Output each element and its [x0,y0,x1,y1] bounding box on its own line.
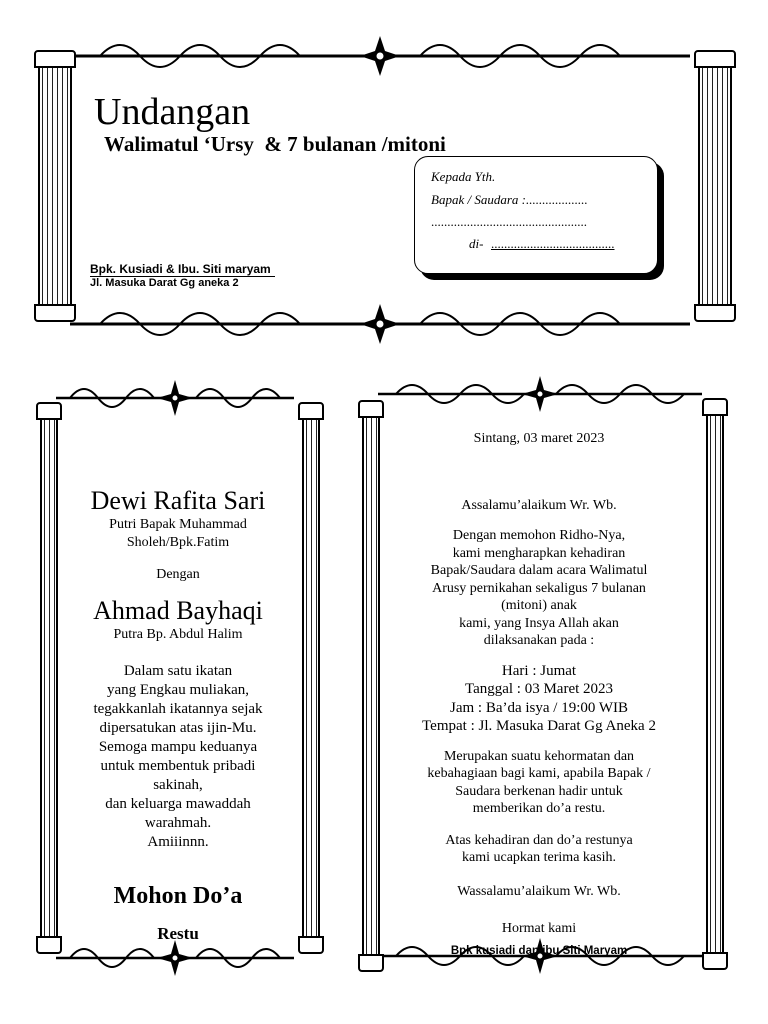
intro-line: Arusy pernikahan sekaligus 7 bulanan [432,580,646,596]
prayer-line: yang Engkau muliakan, [106,682,250,698]
bride-parent-line-1: Putri Bapak Muhammad [109,517,247,532]
thanks-line: Atas kehadiran dan do’a restunya [445,832,633,848]
header-right-pillar [698,66,732,306]
prayer-line: tegakkanlah ikatannya sejak [93,701,263,717]
address-line-4-prefix: di- [469,236,484,251]
intro-line: dilaksanakan pada : [483,633,595,648]
prayer-line: Semoga mampu keduanya [98,739,258,755]
honor-line: kebahagiaan bagi kami, apabila Bapak / [427,766,651,781]
thanks-text [384,832,694,867]
regards: Hormat kami [501,921,577,936]
prayer-line: dipersatukan atas ijin-Mu. [99,720,257,736]
prayer-line: Dalam satu ikatan [123,663,233,679]
right-card-top-ornament [372,372,708,416]
closing-heading: Mohon Do’a [113,883,243,909]
intro-line: (mitoni) anak [501,598,577,613]
groom-name: Ahmad Bayhaqi [93,596,263,625]
bride-parent-line-2: Sholeh/Bpk.Fatim [126,535,230,550]
intro-line: Dengan memohon Ridho-Nya, [452,528,626,543]
top-ornament-border [60,32,700,80]
header-bottom-ornament [60,300,700,348]
left-card-content [58,486,298,944]
address-line-3: ................................................ [431,214,587,229]
signature: Bpk kusiadi dan ibu Siti Maryam [450,944,628,957]
intro-text [384,527,694,650]
closing-subheading: Restu [157,924,199,943]
prayer-text [58,662,298,852]
thanks-line: kami ucapkan terima kasih. [462,850,616,865]
event-date: Tanggal : 03 Maret 2023 [464,681,614,697]
prayer-line: warahmah. [144,815,212,831]
prayer-line: Amiiinnn. [147,834,209,850]
host-address: Jl. Masuka Darat Gg aneka 2 [90,277,239,289]
honor-line: Merupakan suatu kehormatan dan [443,748,635,764]
address-box [414,156,658,274]
address-line-4-blank: ...................................... [491,236,615,251]
left-card-left-pillar [40,418,58,938]
honor-line: Saudara berkenan hadir untuk [455,783,623,799]
event-time: Jam : Ba’da isya / 19:00 WIB [449,699,629,716]
greeting: Assalamu’alaikum Wr. Wb. [461,497,617,513]
left-card-right-pillar [302,418,320,938]
honor-text [384,748,694,818]
intro-line: kami mengharapkan kehadiran [452,545,626,561]
host-name: Bpk. Kusiadi & Ibu. Siti maryam [90,262,275,277]
intro-line: Bapak/Saudara dalam acara Walimatul [430,563,648,578]
prayer-line: dan keluarga mawaddah [105,796,251,812]
bride-name: Dewi Rafita Sari [90,486,266,515]
prayer-line: sakinah, [153,777,203,793]
event-details [384,662,694,736]
address-line-2: Bapak / Saudara :................... [431,192,588,207]
intro-line: kami, yang Insya Allah akan [459,615,619,631]
header-left-pillar [38,66,72,306]
farewell: Wassalamu’alaikum Wr. Wb. [457,883,621,899]
right-card-right-pillar [706,414,724,954]
invitation-subtitle: Walimatul ‘Ursy & 7 bulanan /mitoni [104,132,446,156]
left-card-top-ornament [50,376,300,420]
place-date: Sintang, 03 maret 2023 [473,431,605,446]
honor-line: memberikan do’a restu. [472,801,606,816]
groom-parent: Putra Bp. Abdul Halim [113,627,243,642]
connector-text: Dengan [156,567,200,582]
invitation-title: Undangan [94,91,251,133]
event-venue: Tempat : Jl. Masuka Darat Gg Aneka 2 [422,718,656,734]
right-card-content [384,430,694,960]
event-day: Hari : Jumat [501,662,577,679]
right-card-left-pillar [362,416,380,956]
prayer-line: untuk membentuk pribadi [100,758,256,774]
address-line-1: Kepada Yth. [431,169,496,184]
